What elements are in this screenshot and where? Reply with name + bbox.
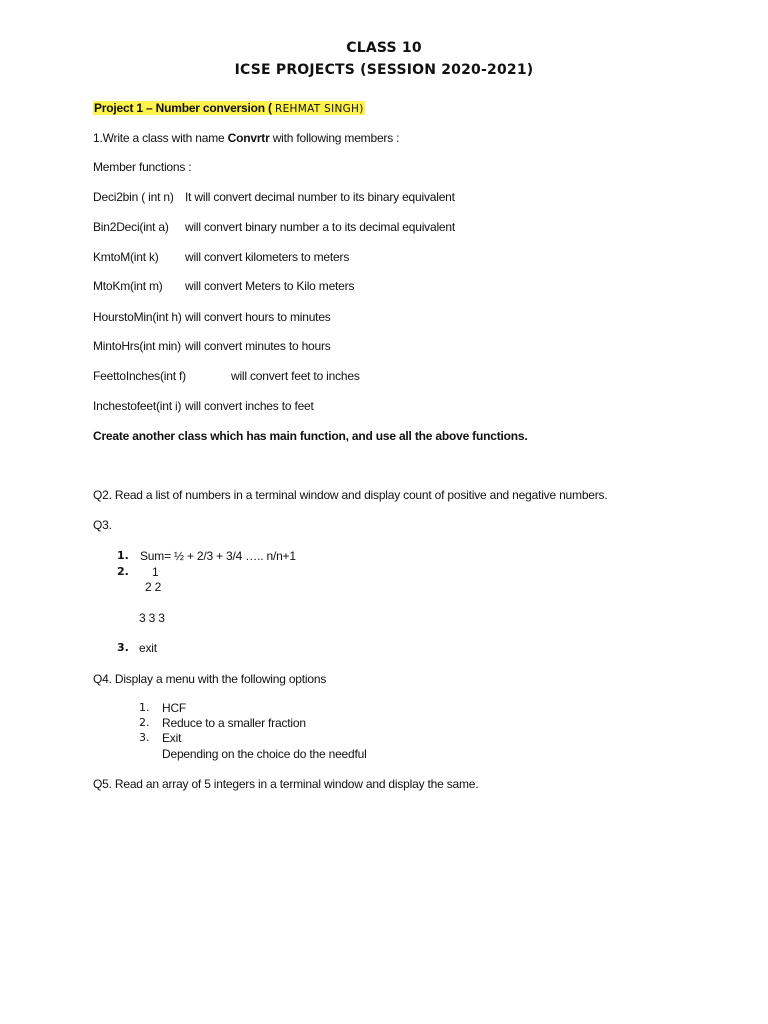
class-heading: CLASS 10 xyxy=(346,40,422,56)
q4-option: HCF xyxy=(162,701,187,715)
document-title: ICSE PROJECTS (SESSION 2020-2021) xyxy=(234,62,534,78)
q1-prefix: 1.Write a class with name xyxy=(93,131,228,145)
members-label: Member functions : xyxy=(93,160,192,174)
function-description: will convert binary number a to its decimal equivalent xyxy=(185,220,455,234)
function-description: will convert minutes to hours xyxy=(185,339,331,353)
q4-option: Reduce to a smaller fraction xyxy=(162,716,306,730)
function-signature: Deci2bin ( int n) xyxy=(93,190,174,204)
function-row xyxy=(93,310,331,324)
function-description: will convert Meters to Kilo meters xyxy=(185,279,355,293)
q2-text: Q2. Read a list of numbers in a terminal window and display count of positive and negative numbers. xyxy=(93,488,608,502)
q1-classname: Convrtr xyxy=(227,131,270,145)
author-name: REHMAT SINGH) xyxy=(275,103,364,115)
project1-highlight xyxy=(93,101,365,115)
list-number: 3. xyxy=(139,731,150,744)
function-row xyxy=(93,339,331,353)
function-row xyxy=(93,369,360,383)
function-description: will convert feet to inches xyxy=(231,369,360,383)
function-row xyxy=(93,250,350,264)
pattern-row: 2 2 xyxy=(145,580,162,594)
function-signature: KmtoM(int k) xyxy=(93,250,159,264)
q5-text: Q5. Read an array of 5 integers in a terminal window and display the same. xyxy=(93,777,479,791)
function-signature: HourstoMin(int h) xyxy=(93,310,182,324)
function-signature: Inchestofeet(int i) xyxy=(93,399,182,413)
function-signature: MtoKm(int m) xyxy=(93,279,163,293)
q4-text: Q4. Display a menu with the following options xyxy=(93,672,327,686)
function-row xyxy=(93,279,355,293)
function-description: will convert hours to minutes xyxy=(185,310,331,324)
pattern-row: 1 xyxy=(152,565,159,579)
list-number: 2. xyxy=(117,565,129,578)
project1-heading-text: Project 1 – Number conversion ( xyxy=(94,101,275,115)
list-number: 1. xyxy=(139,701,150,714)
function-row xyxy=(93,220,455,234)
function-row xyxy=(93,399,314,413)
project1-heading xyxy=(93,101,365,115)
pattern-row: 3 3 3 xyxy=(139,611,165,625)
function-description: It will convert decimal number to its binary equivalent xyxy=(185,190,455,204)
q4-option: Exit xyxy=(162,731,182,745)
list-number: 3. xyxy=(117,641,129,654)
q3-item1: Sum= ½ + 2/3 + 3/4 ….. n/n+1 xyxy=(140,549,296,563)
function-row xyxy=(93,190,455,204)
function-description: will convert inches to feet xyxy=(185,399,314,413)
project1-closing: Create another class which has main function, and use all the above functions. xyxy=(93,429,528,443)
list-number: 2. xyxy=(139,716,150,729)
q1-instruction xyxy=(93,131,399,145)
q1-suffix: with following members : xyxy=(269,131,400,145)
function-signature: MintoHrs(int min) xyxy=(93,339,181,353)
q4-note: Depending on the choice do the needful xyxy=(162,747,367,761)
list-number: 1. xyxy=(117,549,129,562)
function-description: will convert kilometers to meters xyxy=(185,250,350,264)
q3-label: Q3. xyxy=(93,518,112,532)
function-signature: Bin2Deci(int a) xyxy=(93,220,169,234)
q3-item3: exit xyxy=(139,641,157,655)
function-signature: FeettoInches(int f) xyxy=(93,369,186,383)
